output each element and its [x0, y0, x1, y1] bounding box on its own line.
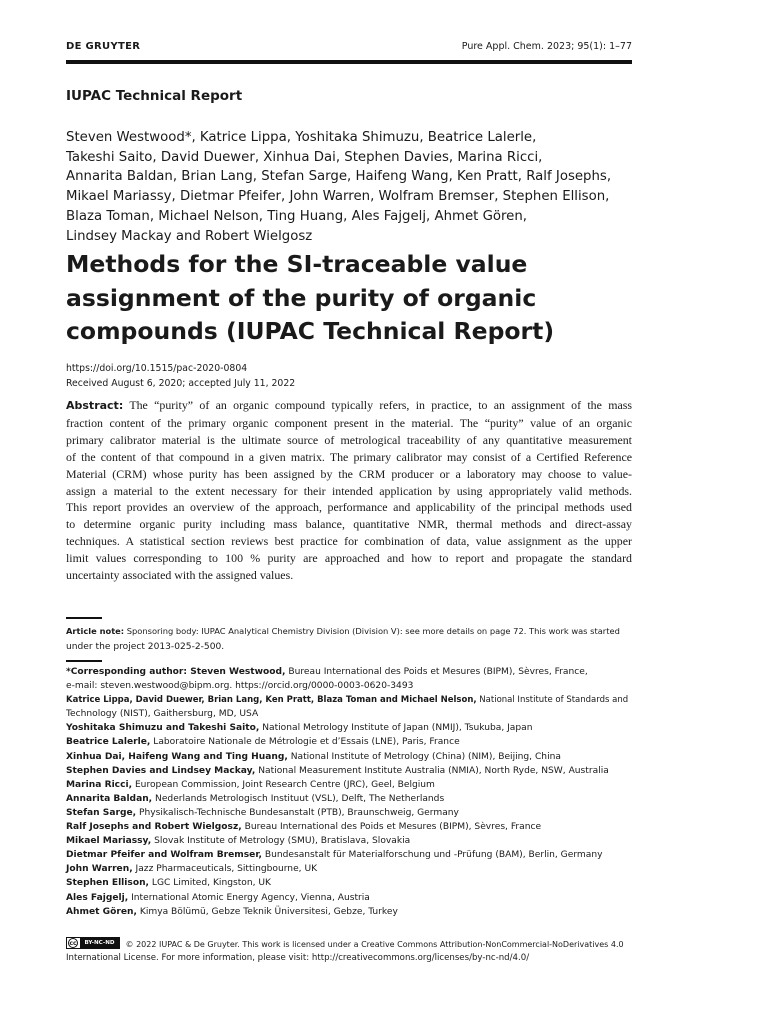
license-notice: [66, 937, 632, 964]
affiliation-line: [66, 862, 632, 876]
affiliation-line: [66, 679, 632, 693]
license-line: International License. For more information, please visit: http://creativecommons.org/licenses/by-nc-nd/4.0/: [66, 952, 530, 963]
affiliation-line: [66, 905, 632, 919]
abstract-line: to determine organic purity including mass balance, quantitative NMR, thermal methods and direct-assay: [66, 517, 632, 532]
footnote-divider: [66, 660, 102, 662]
affiliation-author: Annarita Baldan,: [66, 793, 153, 804]
affiliation-author: Stefan Sarge,: [66, 807, 137, 818]
affiliation-author: Mikael Mariassy,: [66, 836, 152, 847]
affiliation-line: [66, 848, 632, 862]
article-title: [66, 248, 632, 349]
abstract: [66, 397, 632, 584]
article-note-line: under the project 2013-025-2-500.: [66, 641, 225, 652]
affiliation-line: [66, 792, 632, 806]
doi-link[interactable]: https://doi.org/10.1515/pac-2020-0804: [66, 363, 248, 374]
abstract-line: This report provides an overview of the approach, performance and applicability of the principal methods used: [66, 500, 632, 515]
affiliation-institution: National Institute of Metrology (China) (NIM), Beijing, China: [287, 751, 561, 762]
abstract-label: Abstract:: [66, 399, 124, 412]
affiliation-institution: e-mail: steven.westwood@bipm.org. https://orcid.org/0000-0003-0620-3493: [66, 681, 414, 692]
affiliation-author: Dietmar Pfeifer and Wolfram Bremser,: [66, 850, 262, 861]
article-metadata: [66, 361, 295, 391]
affiliation-institution: Technology (NIST), Gaithersburg, MD, USA: [66, 709, 259, 720]
author-line: Steven Westwood*, Katrice Lippa, Yoshitaka Shimuzu, Beatrice Lalerle,: [66, 130, 537, 145]
article-note-text: Sponsoring body: IUPAC Analytical Chemistry Division (Division V): see more details on page 72. This work was started: [124, 626, 620, 636]
affiliation-author: Ales Fajgelj,: [66, 892, 129, 903]
affiliation-author: Ahmet Gören,: [66, 906, 137, 917]
affiliation-institution: European Commission, Joint Research Centre (JRC), Geel, Belgium: [132, 779, 435, 790]
publisher-name: DE GRUYTER: [66, 41, 141, 52]
affiliation-author: Katrice Lippa, David Duewer, Brian Lang, Ken Pratt, Blaza Toman and Michael Nelson,: [66, 695, 477, 706]
affiliation-line: [66, 834, 632, 848]
affiliation-institution: Bundesanstalt für Materialforschung und -Prüfung (BAM), Berlin, Germany: [261, 850, 603, 861]
cc-logo: cc: [69, 940, 77, 947]
received-accepted-dates: Received August 6, 2020; accepted July 11, 2022: [66, 378, 296, 389]
license-terms: BY-NC-ND: [80, 938, 119, 948]
affiliation-institution: National Metrology Institute of Japan (NMIJ), Tsukuba, Japan: [259, 723, 533, 734]
report-type: IUPAC Technical Report: [66, 88, 243, 104]
author-line: Blaza Toman, Michael Nelson, Ting Huang, Ales Fajgelj, Ahmet Gören,: [66, 208, 528, 224]
affiliation-author: *Corresponding author: Steven Westwood,: [66, 667, 286, 677]
affiliation-line: [66, 721, 632, 735]
affiliation-author: Marina Ricci,: [66, 779, 133, 790]
author-list: [66, 128, 632, 246]
abstract-line: assign a material to the extent necessary for their intended application by using appropriately valid methods.: [66, 483, 632, 498]
affiliation-institution: Kimya Bölümü, Gebze Teknik Üniversitesi, Gebze, Turkey: [136, 906, 398, 917]
affiliation-line: [66, 764, 632, 778]
affiliation-institution: International Atomic Energy Agency, Vienna, Austria: [128, 892, 370, 903]
affiliation-institution: Bureau International des Poids et Mesures (BIPM), Sèvres, France: [241, 822, 542, 833]
affiliation-line: [66, 693, 632, 707]
affiliation-author: Xinhua Dai, Haifeng Wang and Ting Huang,: [66, 751, 288, 762]
affiliation-line: [66, 876, 632, 890]
abstract-line: of the content of that compound in a given matrix. The primary calibrator may consist of a Certified Reference: [66, 449, 632, 464]
affiliation-institution: Slovak Institute of Metrology (SMU), Bratislava, Slovakia: [151, 836, 411, 847]
author-line: Takeshi Saito, David Duewer, Xinhua Dai, Stephen Davies, Marina Ricci,: [66, 149, 543, 165]
affiliation-institution: Bureau International des Poids et Mesures (BIPM), Sèvres, France,: [285, 667, 588, 677]
running-header: [66, 41, 632, 55]
affiliation-line: [66, 665, 632, 679]
abstract-line: limit values corresponding to 100 % purity are approached and how to report and propagate the standard: [66, 551, 632, 566]
affiliation-line: [66, 707, 632, 721]
affiliation-author: John Warren,: [66, 864, 133, 875]
license-line: [66, 937, 632, 952]
affiliation-author: Ralf Josephs and Robert Wielgosz,: [66, 822, 242, 833]
title-line: Methods for the SI-traceable value: [66, 250, 528, 278]
affiliation-institution: National Institute of Standards and: [476, 695, 629, 706]
abstract-line: uncertainty associated with the assigned values.: [66, 568, 294, 583]
author-line: Annarita Baldan, Brian Lang, Stefan Sarge, Haifeng Wang, Ken Pratt, Ralf Josephs,: [66, 169, 612, 185]
abstract-line: techniques. A statistical section reviews best practice for combination of data, value assignment as the upper: [66, 534, 632, 549]
affiliation-list: [66, 665, 632, 919]
title-line: assignment of the purity of organic: [66, 283, 537, 312]
affiliation-author: Stephen Davies and Lindsey Mackay,: [66, 765, 256, 776]
abstract-line: primary calibrator material is the ultimate source of metrological traceability of any quantitative measurement: [66, 432, 632, 447]
article-note-line: [66, 624, 632, 640]
author-line: Lindsey Mackay and Robert Wielgosz: [66, 228, 313, 244]
footnote-divider: [66, 617, 102, 619]
affiliation-line: [66, 750, 632, 764]
abstract-line: Material (CRM) whose purity has been assigned by the CRM producer or a laboratory may choose to value-: [66, 466, 632, 481]
article-note: [66, 624, 632, 655]
affiliation-author: Beatrice Lalerle,: [66, 737, 151, 748]
article-note-label: Article note:: [66, 626, 125, 636]
affiliation-institution: Jazz Pharmaceuticals, Sittingbourne, UK: [132, 864, 318, 875]
affiliation-author: Yoshitaka Shimuzu and Takeshi Saito,: [66, 723, 260, 734]
header-rule: [66, 60, 632, 64]
abstract-line: [66, 397, 632, 415]
affiliation-institution: Nederlands Metrologisch Instituut (VSL), Delft, The Netherlands: [152, 793, 445, 804]
cc-by-nc-nd-badge-icon[interactable]: [66, 937, 120, 949]
author-line: Mikael Mariassy, Dietmar Pfeifer, John Warren, Wolfram Bremser, Stephen Ellison,: [66, 189, 610, 205]
affiliation-institution: Physikalisch-Technische Bundesanstalt (PTB), Braunschweig, Germany: [136, 807, 459, 818]
title-line: compounds (IUPAC Technical Report): [66, 317, 555, 345]
abstract-text: The “purity” of an organic compound typically refers, in practice, to an assignment of the mass: [123, 398, 632, 412]
affiliation-author: Stephen Ellison,: [66, 878, 150, 889]
affiliation-line: [66, 806, 632, 820]
affiliation-line: [66, 735, 632, 749]
affiliation-institution: National Measurement Institute Australia (NMIA), North Ryde, NSW, Australia: [255, 765, 609, 776]
journal-reference: Pure Appl. Chem. 2023; 95(1): 1–77: [461, 41, 632, 52]
license-text: © 2022 IUPAC & De Gruyter. This work is licensed under a Creative Commons Attribution-NonCommercial-NoDerivatives 4.0: [123, 940, 624, 949]
affiliation-institution: Laboratoire Nationale de Métrologie et d’Essais (LNE), Paris, France: [150, 737, 460, 748]
affiliation-line: [66, 891, 632, 905]
affiliation-institution: LGC Limited, Kingston, UK: [149, 878, 272, 889]
abstract-line: fraction content of the primary organic component present in the material. The “purity” value of an organic: [66, 415, 632, 430]
affiliation-line: [66, 778, 632, 792]
affiliation-line: [66, 820, 632, 834]
